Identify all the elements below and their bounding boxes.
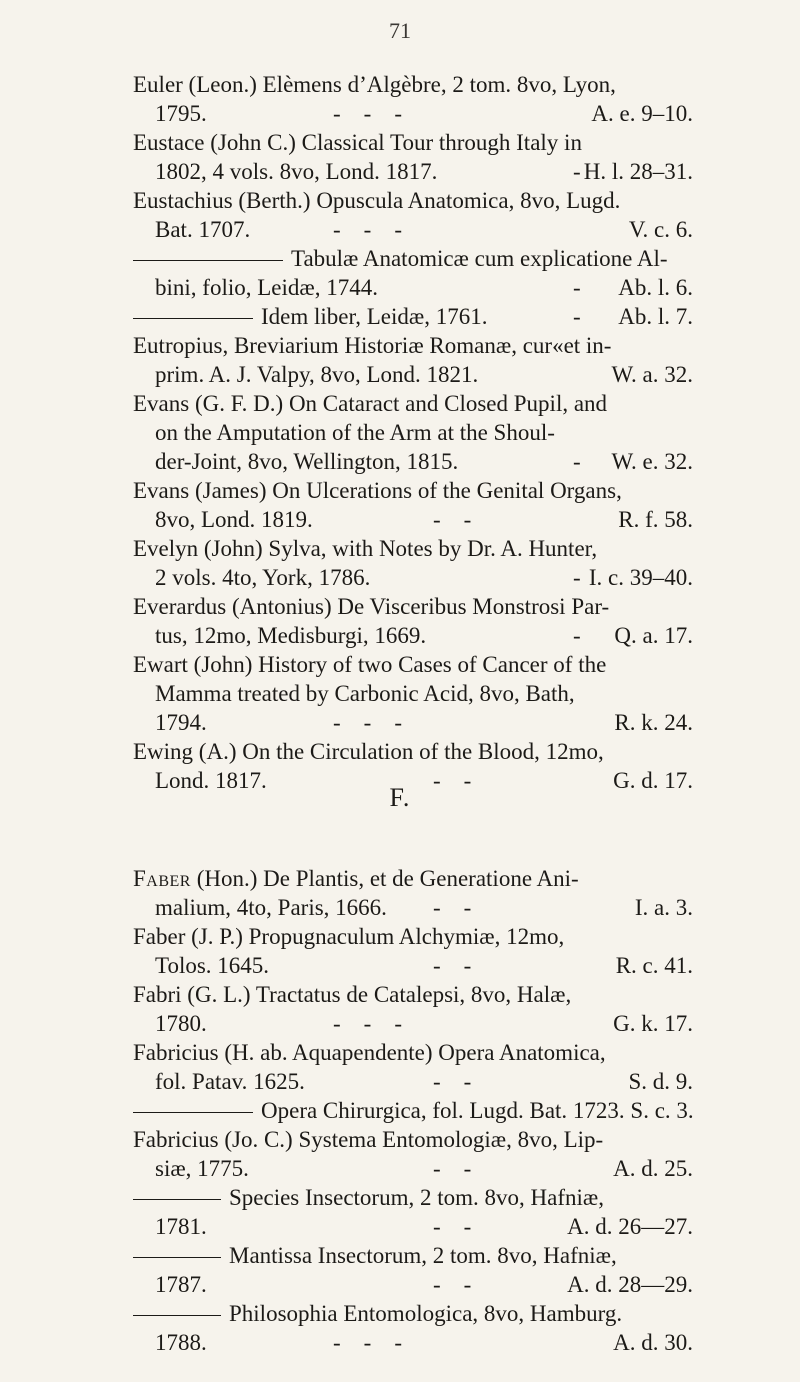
catalogue-entry <box>133 592 693 650</box>
entry-text: Eustace (John C.) Classical Tour through Italy in <box>133 130 582 155</box>
entry-line <box>133 650 693 679</box>
entry-text: Fabricius (H. ab. Aquapendente) Opera Anatomica, <box>133 1040 606 1065</box>
catalogue-entry <box>133 1241 693 1299</box>
shelf-reference: G. k. 17. <box>613 1011 693 1036</box>
entry-text: Ewart (John) History of two Cases of Cancer of the <box>133 652 607 677</box>
entry-text: malium, 4to, Paris, 1666. <box>155 895 387 920</box>
catalogue-entry <box>133 1096 693 1125</box>
leader-dashes: - - - <box>333 1011 402 1036</box>
catalogue-entry <box>133 534 693 592</box>
leader-dashes: - - - <box>333 101 402 126</box>
shelf-reference: A. d. 25. <box>613 1156 693 1181</box>
entry-text: Ewing (A.) On the Circulation of the Blood, 12mo, <box>133 739 604 764</box>
entry-line <box>133 186 693 215</box>
entry-text: 1802, 4 vols. 8vo, Lond. 1817. <box>155 159 438 184</box>
catalogue-entry <box>133 476 693 534</box>
entry-line <box>133 1038 693 1067</box>
catalogue-entry <box>133 1299 693 1357</box>
entry-line <box>133 418 693 447</box>
entry-line <box>133 1241 693 1270</box>
entry-text: Everardus (Antonius) De Visceribus Monstrosi Par- <box>133 594 610 619</box>
entry-text: Faber (J. P.) Propugnaculum Alchymiæ, 12mo, <box>133 924 565 949</box>
catalogue-entry <box>133 302 693 331</box>
entry-text: (Hon.) De Plantis, et de Generatione Ani- <box>190 866 579 891</box>
shelf-reference: A. e. 9–10. <box>591 101 693 126</box>
entry-line <box>133 534 693 563</box>
entry-line <box>133 447 693 476</box>
catalogue-entry <box>133 864 693 922</box>
entry-line <box>133 360 693 389</box>
entry-text: Evans (G. F. D.) On Cataract and Closed Pupil, and <box>133 391 608 416</box>
shelf-reference: R. k. 24. <box>614 710 693 735</box>
catalogue-entry <box>133 244 693 302</box>
shelf-reference: G. d. 17. <box>613 768 693 793</box>
catalogue-entry <box>133 650 693 737</box>
entry-line <box>133 157 693 186</box>
entry-line <box>133 273 693 302</box>
shelf-reference: R. c. 41. <box>615 953 693 978</box>
entry-line <box>133 621 693 650</box>
catalogue-entry <box>133 1125 693 1183</box>
entry-text: der-Joint, 8vo, Wellington, 1815. <box>155 449 459 474</box>
leader-dashes: - <box>573 565 581 590</box>
entry-text: 1787. <box>155 1272 207 1297</box>
entry-text: Eustachius (Berth.) Opuscula Anatomica, 8vo, Lugd. <box>133 188 621 213</box>
leader-dashes: - - <box>433 1156 472 1181</box>
entry-line <box>133 893 693 922</box>
entry-line <box>133 331 693 360</box>
entry-line <box>133 679 693 708</box>
catalogue-entry <box>133 331 693 389</box>
entry-text: fol. Patav. 1625. <box>155 1069 305 1094</box>
leader-dashes: - - <box>433 1272 472 1297</box>
shelf-reference: A. d. 26—27. <box>567 1214 693 1239</box>
entry-text: 1780. <box>155 1011 207 1036</box>
shelf-reference: W. e. 32. <box>611 449 693 474</box>
entry-text: Lond. 1817. <box>155 768 267 793</box>
leader-dashes: - - - <box>333 710 402 735</box>
entry-text: Mamma treated by Carbonic Acid, 8vo, Bath, <box>155 681 575 706</box>
section-heading-f: F. <box>389 783 411 812</box>
entry-line <box>133 99 693 128</box>
entry-text: 1794. <box>155 710 207 735</box>
entry-line <box>133 1009 693 1038</box>
leader-dashes: - - - <box>333 1330 402 1355</box>
entry-author-smallcaps: Faber <box>133 866 191 891</box>
entry-text: 8vo, Lond. 1819. <box>155 507 313 532</box>
entry-line <box>133 563 693 592</box>
entry-line <box>133 951 693 980</box>
entry-line <box>133 505 693 534</box>
entry-text: Evans (James) On Ulcerations of the Genital Organs, <box>133 478 622 503</box>
entry-text: prim. A. J. Valpy, 8vo, Lond. 1821. <box>155 362 479 387</box>
entry-line <box>133 1154 693 1183</box>
leader-dashes: - <box>573 304 581 329</box>
ditto-rule <box>133 1199 221 1200</box>
entry-text: Tolos. 1645. <box>155 953 270 978</box>
entry-line <box>133 215 693 244</box>
entry-line <box>133 1067 693 1096</box>
entry-text: Opera Chirurgica, fol. Lugd. Bat. 1723. S. c. 3. <box>261 1098 694 1123</box>
shelf-reference: S. d. 9. <box>628 1069 693 1094</box>
entry-line <box>133 1328 693 1357</box>
entry-text: Tabulæ Anatomicæ cum explicatione Al- <box>291 246 668 271</box>
leader-dashes: - <box>573 623 581 648</box>
entry-line <box>133 244 693 273</box>
ditto-rule <box>133 318 253 319</box>
leader-dashes: - - <box>433 1069 472 1094</box>
catalogue-entry <box>133 70 693 128</box>
entry-text: Bat. 1707. <box>155 217 251 242</box>
entry-text: siæ, 1775. <box>155 1156 249 1181</box>
leader-dashes: - - <box>433 507 472 532</box>
entry-text: Mantissa Insectorum, 2 tom. 8vo, Hafniæ, <box>229 1243 617 1268</box>
leader-dashes: - - <box>433 768 472 793</box>
entry-line <box>133 592 693 621</box>
entry-line <box>133 980 693 1009</box>
entry-text: Fabri (G. L.) Tractatus de Catalepsi, 8vo, Halæ, <box>133 982 572 1007</box>
shelf-reference: I. c. 39–40. <box>588 565 693 590</box>
shelf-reference: A. d. 30. <box>613 1330 693 1355</box>
leader-dashes: - - <box>433 953 472 978</box>
entry-line <box>133 389 693 418</box>
catalogue-entry <box>133 1038 693 1096</box>
entry-line <box>133 1299 693 1328</box>
entry-line <box>133 708 693 737</box>
leader-dashes: - <box>573 449 581 474</box>
leader-dashes: - - <box>433 1214 472 1239</box>
leader-dashes: - <box>573 275 581 300</box>
entry-text: Idem liber, Leidæ, 1761. <box>261 304 488 329</box>
entry-text: on the Amputation of the Arm at the Shoul- <box>155 420 555 445</box>
entry-line <box>133 1212 693 1241</box>
entry-text: Fabricius (Jo. C.) Systema Entomologiæ, 8vo, Lip- <box>133 1127 604 1152</box>
entry-text: 1781. <box>155 1214 207 1239</box>
shelf-reference: A. d. 28—29. <box>567 1272 693 1297</box>
entry-text: Species Insectorum, 2 tom. 8vo, Hafniæ, <box>229 1185 604 1210</box>
entry-text: 2 vols. 4to, York, 1786. <box>155 565 371 590</box>
page-number: 71 <box>389 18 411 43</box>
leader-dashes: - <box>573 159 581 184</box>
entry-text: 1788. <box>155 1330 207 1355</box>
shelf-reference: I. a. 3. <box>634 895 693 920</box>
entry-text: 1795. <box>155 101 207 126</box>
catalogue-entry <box>133 186 693 244</box>
entry-line <box>133 737 693 766</box>
leader-dashes: - - <box>433 895 472 920</box>
entry-line <box>133 1183 693 1212</box>
shelf-reference: W. a. 32. <box>611 362 693 387</box>
entry-text: Philosophia Entomologica, 8vo, Hamburg. <box>229 1301 623 1326</box>
entry-line <box>133 922 693 951</box>
entry-text: bini, folio, Leidæ, 1744. <box>155 275 378 300</box>
shelf-reference: H. l. 28–31. <box>583 159 693 184</box>
ditto-rule <box>133 1257 221 1258</box>
entry-line <box>133 128 693 157</box>
catalogue-entry <box>133 1183 693 1241</box>
entry-line <box>133 864 693 893</box>
entry-line <box>133 476 693 505</box>
shelf-reference: Ab. l. 7. <box>618 304 693 329</box>
catalogue-entry <box>133 128 693 186</box>
shelf-reference: V. c. 6. <box>628 217 693 242</box>
catalogue-entry <box>133 389 693 476</box>
leader-dashes: - - - <box>333 217 402 242</box>
entries-section-e <box>133 70 693 795</box>
entry-line <box>133 1270 693 1299</box>
entry-line <box>133 302 693 331</box>
catalogue-entry <box>133 922 693 980</box>
shelf-reference: R. f. 58. <box>618 507 693 532</box>
shelf-reference: Q. a. 17. <box>614 623 693 648</box>
ditto-rule <box>133 1315 221 1316</box>
entry-text: Euler (Leon.) Elèmens d’Algèbre, 2 tom. 8vo, Lyon, <box>133 72 616 97</box>
entry-line <box>133 1125 693 1154</box>
entry-text: Evelyn (John) Sylva, with Notes by Dr. A. Hunter, <box>133 536 598 561</box>
entry-line <box>133 1096 693 1125</box>
entry-line <box>133 70 693 99</box>
catalogue-entry <box>133 980 693 1038</box>
entry-text: tus, 12mo, Medisburgi, 1669. <box>155 623 427 648</box>
entries-section-f <box>133 864 693 1357</box>
entry-text: Eutropius, Breviarium Historiæ Romanæ, cur«et in- <box>133 333 612 358</box>
ditto-rule <box>133 260 283 261</box>
ditto-rule <box>133 1112 253 1113</box>
shelf-reference: Ab. l. 6. <box>618 275 693 300</box>
